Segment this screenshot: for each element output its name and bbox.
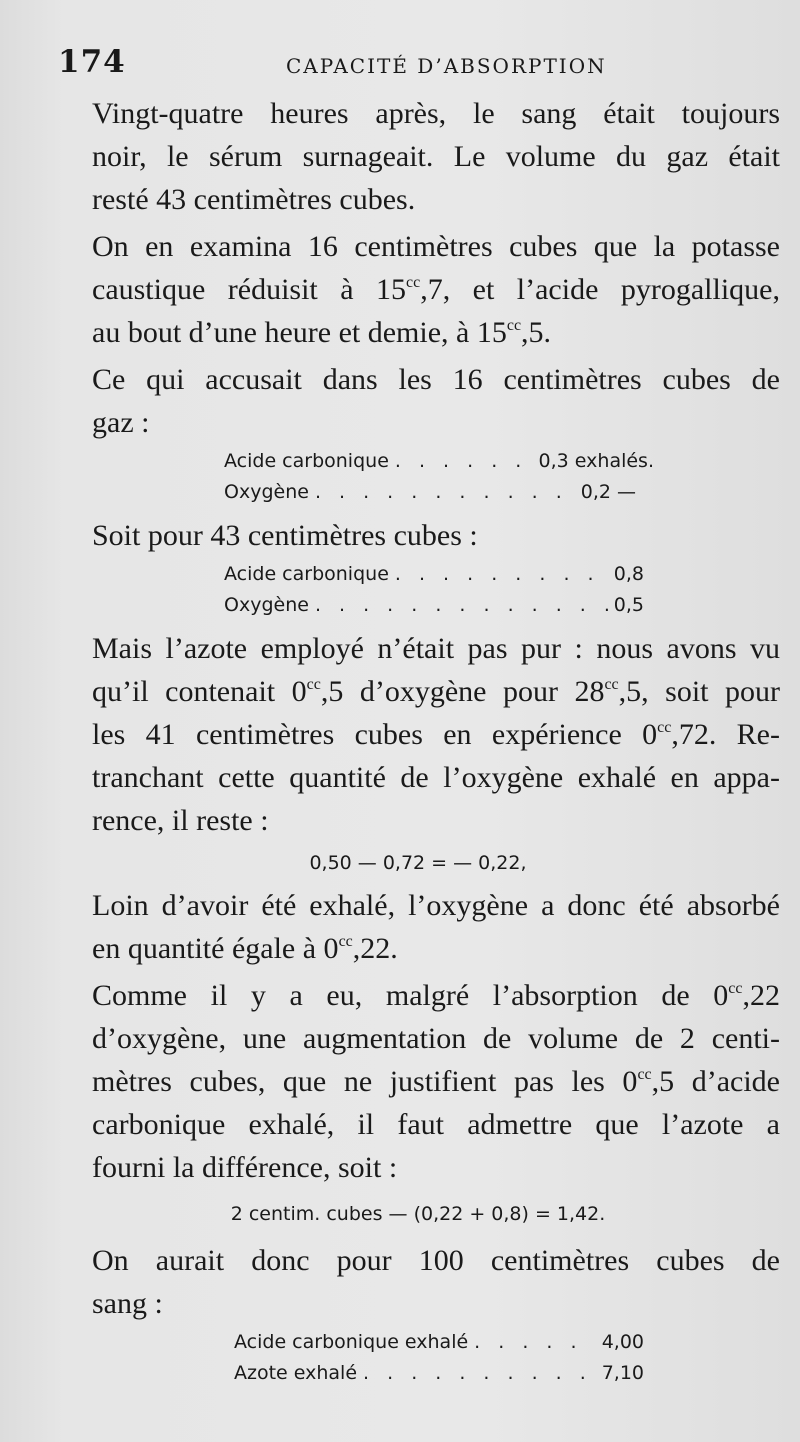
text-run: ,5 d’acide xyxy=(651,1065,780,1098)
text-line: Loin d’avoir été exhalé, l’oxygène a donc été absorbé xyxy=(92,889,780,922)
leader-dots xyxy=(315,590,608,621)
text-line xyxy=(56,670,780,713)
leader-dots xyxy=(474,1327,596,1358)
text-line: sang : xyxy=(92,1287,163,1320)
text-line: gaz : xyxy=(92,406,150,439)
paragraph-4: Soit pour 43 centimètres cubes : xyxy=(92,519,478,552)
text-line xyxy=(56,974,780,1017)
leader-dots xyxy=(315,477,575,508)
text-line: noir, le sérum surnageait. Le volume du gaz était xyxy=(92,140,780,173)
text-line: d’oxygène, une augmentation de volume de 2 centi- xyxy=(92,1022,780,1055)
superscript: cc xyxy=(306,676,321,693)
page-header xyxy=(58,44,778,84)
text-line: tranchant cette quantité de l’oxygène exhalé en appa- xyxy=(92,761,780,794)
text-line: Ce qui accusait dans les 16 centimètres cubes de xyxy=(92,363,780,396)
text-run: ,5. xyxy=(521,316,552,349)
row-value: 7,10 xyxy=(601,1362,644,1384)
text-run: au bout d’une heure et demie, à 15 xyxy=(92,316,507,349)
text-run: caustique réduisit à 15 xyxy=(92,273,406,306)
text-line: Mais l’azote employé n’était pas pur : nous avons vu xyxy=(92,632,780,665)
text-run: Comme il y a eu, malgré l’absorption de 0 xyxy=(92,979,729,1012)
table-row xyxy=(224,590,644,621)
superscript: cc xyxy=(604,676,619,693)
text-run: ,22 xyxy=(742,979,780,1012)
leader-dots xyxy=(363,1358,596,1389)
row-value: 0,8 xyxy=(613,563,644,585)
text-line xyxy=(56,311,780,354)
text-line: fourni la différence, soit : xyxy=(92,1151,398,1184)
row-label: Acide carbonique xyxy=(224,450,389,472)
text-line: rence, il reste : xyxy=(92,804,269,837)
table-row xyxy=(224,446,654,477)
paragraph-7 xyxy=(56,974,780,1189)
row-value: 0,2 — xyxy=(580,481,636,503)
table-blood-100cc xyxy=(234,1327,644,1389)
table-gas-43cc xyxy=(224,559,644,621)
row-value: 4,00 xyxy=(601,1331,644,1353)
table-row xyxy=(224,559,644,590)
table-row xyxy=(224,477,654,508)
table-gas-16cc xyxy=(224,446,654,508)
text-line xyxy=(56,927,780,970)
text-run: ,5 d’oxygène pour 28 xyxy=(320,675,605,708)
superscript: cc xyxy=(728,980,743,997)
text-run: mètres cubes, que ne justifient pas les 0 xyxy=(92,1065,638,1098)
row-label: Oxygène xyxy=(224,594,309,616)
row-label: Acide carbonique exhalé xyxy=(234,1331,469,1353)
text-run: ,72. Re- xyxy=(671,718,780,751)
superscript: cc xyxy=(637,1066,652,1083)
row-label: Oxygène xyxy=(224,481,309,503)
text-line xyxy=(56,1060,780,1103)
text-run: ,5, soit pour xyxy=(618,675,780,708)
text-run: les 41 centimètres cubes en expérience 0 xyxy=(92,718,658,751)
text-run: ,7, et l’acide pyrogallique, xyxy=(420,273,780,306)
table-row xyxy=(234,1327,644,1358)
superscript: cc xyxy=(338,933,353,950)
running-head: CAPACITÉ D’ABSORPTION xyxy=(286,54,607,78)
paragraph-5 xyxy=(56,627,780,842)
text-line: On en examina 16 centimètres cubes que la potasse xyxy=(92,230,780,263)
row-label: Acide carbonique xyxy=(224,563,389,585)
text-line: resté 43 centimètres cubes. xyxy=(92,183,416,216)
text-line: Vingt-quatre heures après, le sang était toujours xyxy=(92,97,780,130)
paragraph-2 xyxy=(56,225,780,354)
formula-nitrogen: 2 centim. cubes — (0,22 + 0,8) = 1,42. xyxy=(230,1203,606,1225)
text-line xyxy=(56,268,780,311)
paragraph-1 xyxy=(56,92,780,221)
formula-oxygen: 0,50 — 0,72 = — 0,22, xyxy=(309,852,527,874)
row-label: Azote exhalé xyxy=(234,1362,358,1384)
text-line xyxy=(56,713,780,756)
text-run: ,22. xyxy=(352,932,398,965)
text-run: en quantité égale à 0 xyxy=(92,932,339,965)
leader-dots xyxy=(395,446,533,477)
table-row xyxy=(234,1358,644,1389)
leader-dots xyxy=(395,559,608,590)
superscript: cc xyxy=(406,274,421,291)
paragraph-3 xyxy=(56,358,780,444)
paragraph-6 xyxy=(56,884,780,970)
superscript: cc xyxy=(506,317,522,334)
row-value: 0,3 exhalés. xyxy=(538,450,654,472)
text-line: On aurait donc pour 100 centimètres cubes de xyxy=(92,1244,780,1277)
body-text xyxy=(56,92,780,1395)
page-number: 174 xyxy=(58,44,126,80)
text-run: qu’il contenait 0 xyxy=(92,675,307,708)
text-line: carbonique exhalé, il faut admettre que l’azote a xyxy=(92,1108,780,1141)
paragraph-8 xyxy=(56,1239,780,1325)
superscript: cc xyxy=(657,719,672,736)
row-value: 0,5 xyxy=(613,594,644,616)
